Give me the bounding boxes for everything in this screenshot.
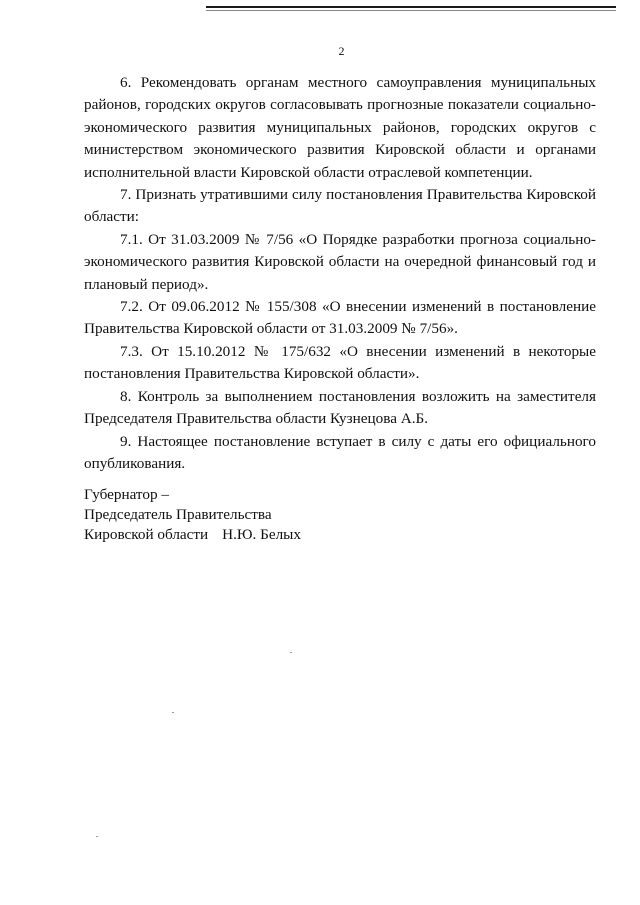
header-rule-shadow	[206, 10, 616, 11]
paragraph-item-7-3: 7.3. От 15.10.2012 № 175/632 «О внесении изменений в некоторые постановления Правительства Кировской области».	[84, 342, 596, 383]
signature-position-line: Председатель Правительства	[84, 506, 272, 523]
scan-speck	[172, 712, 174, 713]
paragraph-item-7-1: 7.1. От 31.03.2009 № 7/56 «О Порядке разработки прогноза социально-экономического развития Кировской области на очередной финансовый год и плановый период».	[84, 230, 596, 293]
paragraph-item-8: 8. Контроль за выполнением постановления возложить на заместителя Председателя Правительства области Кузнецова А.Б.	[84, 387, 596, 428]
scan-speck	[290, 652, 292, 653]
header-rule	[206, 6, 616, 8]
paragraph-item-9: 9. Настоящее постановление вступает в силу с даты его официального опубликования.	[84, 432, 596, 472]
paragraph-item-7: 7. Признать утратившими силу постановления Правительства Кировской области:	[84, 186, 596, 226]
page-number: 2	[338, 44, 345, 58]
paragraph-item-6: 6. Рекомендовать органам местного самоуправления муниципальных районов, городских округов согласовывать прогнозные показатели социально-экономического развития муниципальных районов, городских округов с министерством экономического развития Кировской области и органами исполнительной власти Кировской области отраслевой компетенции.	[84, 74, 596, 181]
signature-region: Кировской области	[84, 526, 209, 543]
signatory-name: Н.Ю. Белых	[222, 526, 301, 543]
signature-block	[84, 485, 484, 545]
paragraph-item-7-2: 7.2. От 09.06.2012 № 155/308 «О внесении изменений в постановление Правительства Кировской области от 31.03.2009 № 7/56».	[84, 298, 596, 338]
document-body	[84, 72, 596, 475]
signature-region-line	[84, 525, 484, 545]
scan-speck	[96, 836, 98, 837]
signature-title-line: Губернатор –	[84, 486, 169, 503]
